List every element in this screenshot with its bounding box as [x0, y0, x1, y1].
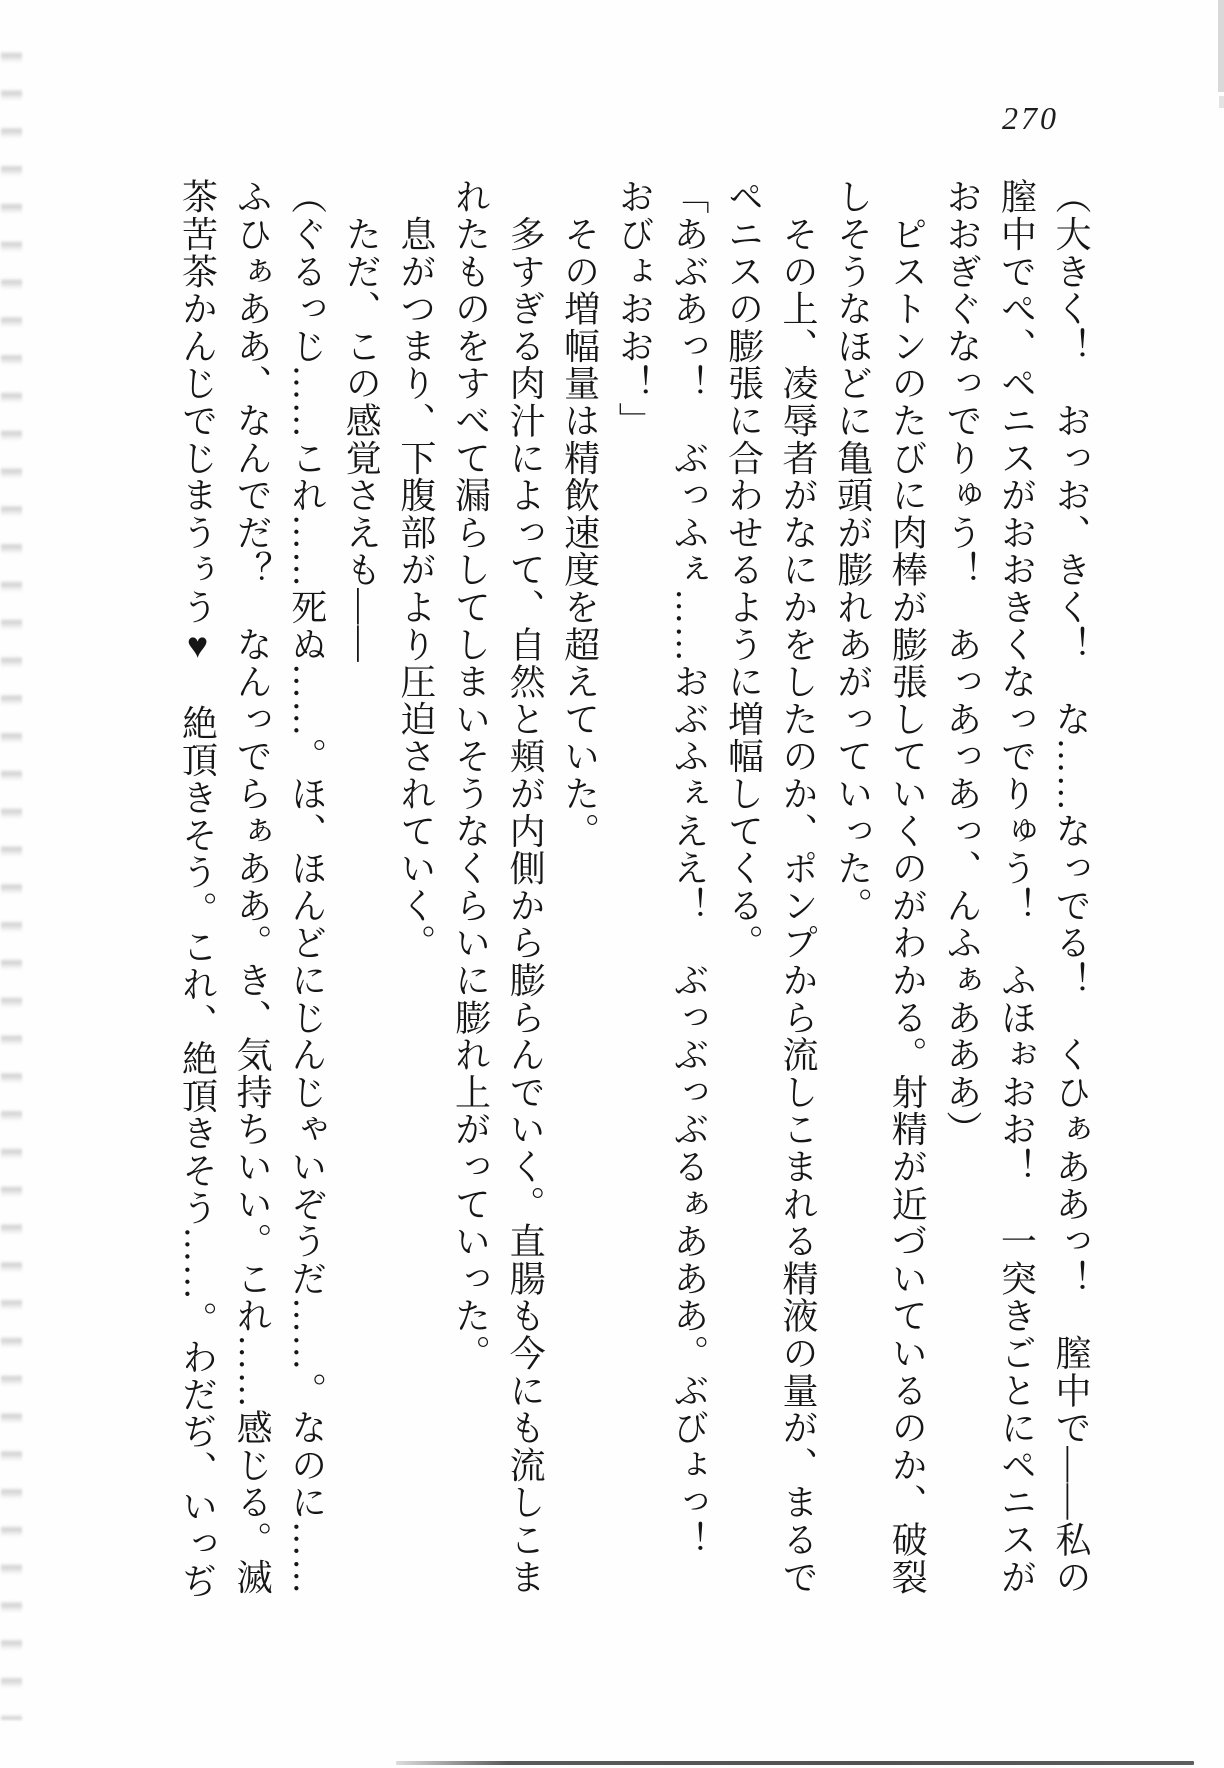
text-line: 多すぎる肉汁によって、自然と頬が内側から膨らんでいく。直腸も今にも流しこま [505, 178, 546, 1596]
text-line: その上、凌辱者がなにかをしたのか、ポンプから流しこまれる精液の量が、まるで [778, 178, 819, 1596]
text-line: 息がつまり、下腹部がより圧迫されていく。 [395, 178, 436, 962]
scan-artifact-right-edge [1218, 0, 1224, 92]
text-line: その増幅量は精飲速度を超えていた。 [559, 178, 600, 850]
text-line: 「あぶあっ！ ぶっふぇ……おぶふぇええ！ ぶっぶっぶるぁあああ。ぶびょっ！ [668, 178, 709, 1559]
text-block [170, 178, 1098, 1612]
text-line: ピストンのたびに肉棒が膨張していくのがわかる。射精が近づいているのか、破裂 [887, 178, 928, 1596]
text-line: れたものをすべて漏らしてしまいそうなくらいに膨れ上がっていった。 [450, 178, 491, 1372]
scan-artifact-right-edge-small [1219, 96, 1224, 108]
scan-artifact-bottom-edge [396, 1761, 1194, 1765]
text-line: ただ、この感覚さえも—— [341, 178, 382, 663]
scan-artifact-left-bleedthrough [1, 28, 22, 1720]
text-line: （大きく！ おっお、きく！ な……なっでる！ くひぁああっ！ 膣中で——私の [1051, 178, 1091, 1596]
page-number: 270 [1002, 100, 1059, 136]
text-line: （ぐるっじ……これ……死ぬ……。ほ、ほんどにじんじゃいぞうだ……。なのに…… [286, 178, 327, 1596]
text-line: おおぎぐなっでりゅう！ あっあっあっ、んふぁあああ） [941, 178, 982, 1148]
text-line: ペニスの膨張に合わせるように増幅してくる。 [723, 178, 764, 962]
text-line: ふひぁああ、なんでだ？ なんっでらぁああ。き、気持ちいい。これ……感じる。滅 [232, 178, 273, 1596]
text-line: おびょおお！」 [614, 178, 655, 440]
text-line: 膣中でぺ、ペニスがおおきくなっでりゅう！ ふほぉおお！ 一突きごとにペニスが [996, 178, 1037, 1596]
text-line: しそうなほどに亀頭が膨れあがっていった。 [832, 178, 873, 924]
text-line: 茶苦茶かんじでじまうぅう♥ 絶頂きそう。これ、絶頂きそう……。わだぢ、いっぢ [177, 178, 218, 1600]
